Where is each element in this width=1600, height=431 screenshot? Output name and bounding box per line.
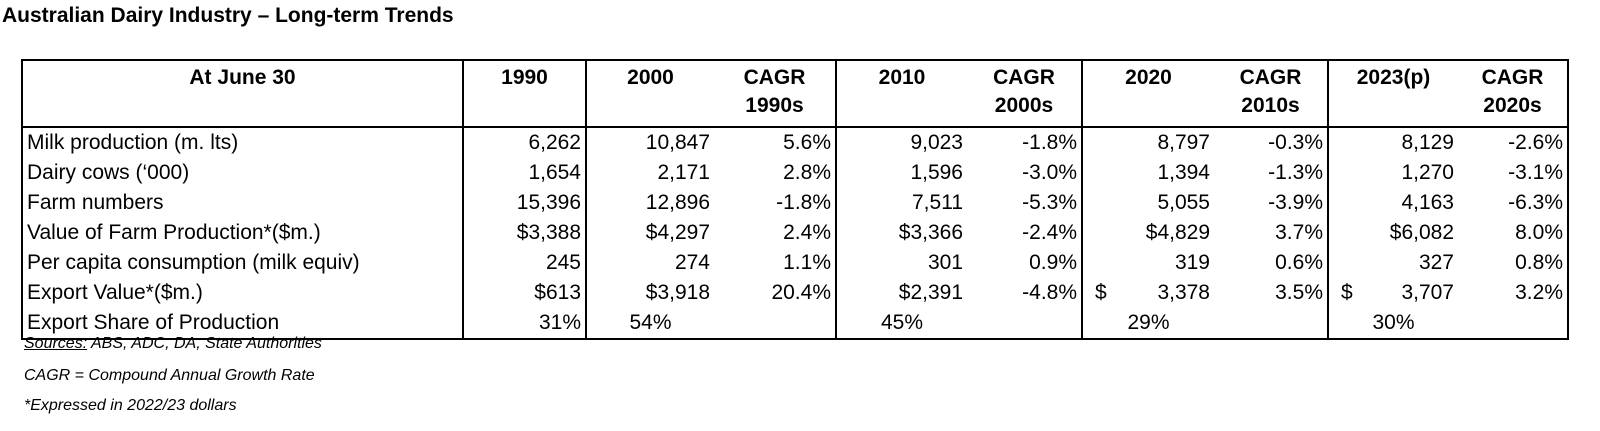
cell: 0.6% <box>1275 251 1323 274</box>
table-row <box>22 278 1568 308</box>
col-header-2010: 2010 <box>836 60 967 127</box>
table-row <box>22 218 1568 248</box>
cell: -0.3% <box>1268 131 1323 154</box>
table-row <box>22 248 1568 278</box>
cell: 0.9% <box>1029 251 1077 274</box>
cell: 327 <box>1328 248 1458 278</box>
col-header-cagr-2000s: CAGR 2000s <box>967 60 1082 127</box>
cell: 3.7% <box>1275 221 1323 244</box>
cell: 7,511 <box>836 188 967 218</box>
footnote-sources: Sources: ABS, ADC, DA, State Authorities <box>24 335 322 352</box>
cell: -3.1% <box>1508 161 1563 184</box>
cell: 45% <box>836 308 967 339</box>
cell <box>967 308 1082 339</box>
cell: 301 <box>836 248 967 278</box>
cell: 1.1% <box>783 251 831 274</box>
currency-symbol: $ <box>1341 281 1353 304</box>
cell: $ 3,378 <box>1082 278 1214 308</box>
cell: 1,394 <box>1082 158 1214 188</box>
cell: 5.6% <box>783 131 831 154</box>
cell: 8,129 <box>1328 127 1458 158</box>
cell: $4,829 <box>1082 218 1214 248</box>
cell: 5,055 <box>1082 188 1214 218</box>
page-title: Australian Dairy Industry – Long-term Trends <box>2 4 454 27</box>
cell: 8,797 <box>1082 127 1214 158</box>
cell: 2,171 <box>586 158 714 188</box>
cell: 30% <box>1328 308 1458 339</box>
cell: 6,262 <box>463 127 586 158</box>
cell: 1,654 <box>463 158 586 188</box>
cell: 2.4% <box>783 221 831 244</box>
table-row <box>22 127 1568 158</box>
cell: 274 <box>586 248 714 278</box>
cell: -3.0% <box>1022 161 1077 184</box>
cell: 245 <box>463 248 586 278</box>
cell: 10,847 <box>586 127 714 158</box>
cell: -4.8% <box>1022 281 1077 304</box>
header-label: At June 30 <box>22 60 463 127</box>
cell: 8.0% <box>1515 221 1563 244</box>
cell: 319 <box>1082 248 1214 278</box>
currency-symbol: $ <box>1095 281 1107 304</box>
trends-table <box>21 59 1569 340</box>
cell: 31% <box>463 308 586 339</box>
footnote-expressed: *Expressed in 2022/23 dollars <box>24 397 237 414</box>
col-header-2020: 2020 <box>1082 60 1214 127</box>
cell: $2,391 <box>836 278 967 308</box>
col-header-2000: 2000 <box>586 60 714 127</box>
cell: 0.8% <box>1515 251 1563 274</box>
cell: 1,596 <box>836 158 967 188</box>
col-header-2023p: 2023(p) <box>1328 60 1458 127</box>
cell <box>1458 308 1568 339</box>
cell: 12,896 <box>586 188 714 218</box>
cell: $3,388 <box>463 218 586 248</box>
cell: -2.6% <box>1508 131 1563 154</box>
col-header-cagr-2020s: CAGR 2020s <box>1458 60 1568 127</box>
col-header-1990: 1990 <box>463 60 586 127</box>
row-label: Export Share of Production <box>27 311 280 334</box>
cell: $4,297 <box>586 218 714 248</box>
cell: -3.9% <box>1268 191 1323 214</box>
cell: 3.2% <box>1515 281 1563 304</box>
cell <box>714 308 836 339</box>
header-row <box>22 60 1568 127</box>
cell: -1.8% <box>776 191 831 214</box>
table-row <box>22 158 1568 188</box>
row-label: Farm numbers <box>27 191 164 214</box>
col-header-cagr-2010s: CAGR 2010s <box>1214 60 1328 127</box>
cell: 1,270 <box>1328 158 1458 188</box>
cell: 3.5% <box>1275 281 1323 304</box>
cell: $613 <box>463 278 586 308</box>
row-label: Per capita consumption (milk equiv) <box>27 251 360 274</box>
row-label: Value of Farm Production*($m.) <box>27 221 321 244</box>
table-row <box>22 188 1568 218</box>
cell: $ 3,707 <box>1328 278 1458 308</box>
cell: $3,366 <box>836 218 967 248</box>
cell: 20.4% <box>771 281 831 304</box>
cell: 15,396 <box>463 188 586 218</box>
cell: 9,023 <box>836 127 967 158</box>
footnote-cagr: CAGR = Compound Annual Growth Rate <box>24 367 315 384</box>
cell: $6,082 <box>1328 218 1458 248</box>
cell: -6.3% <box>1508 191 1563 214</box>
col-header-cagr-1990s: CAGR 1990s <box>714 60 836 127</box>
cell: $3,918 <box>586 278 714 308</box>
cell: -1.3% <box>1268 161 1323 184</box>
cell: -1.8% <box>1022 131 1077 154</box>
row-label: Milk production (m. lts) <box>27 131 239 154</box>
cell: 29% <box>1082 308 1214 339</box>
row-label: Export Value*($m.) <box>27 281 203 304</box>
cell <box>1214 308 1328 339</box>
cell: 54% <box>586 308 714 339</box>
row-label: Dairy cows (‘000) <box>27 161 190 184</box>
cell: -5.3% <box>1022 191 1077 214</box>
cell: 2.8% <box>783 161 831 184</box>
cell: 4,163 <box>1328 188 1458 218</box>
cell: -2.4% <box>1022 221 1077 244</box>
